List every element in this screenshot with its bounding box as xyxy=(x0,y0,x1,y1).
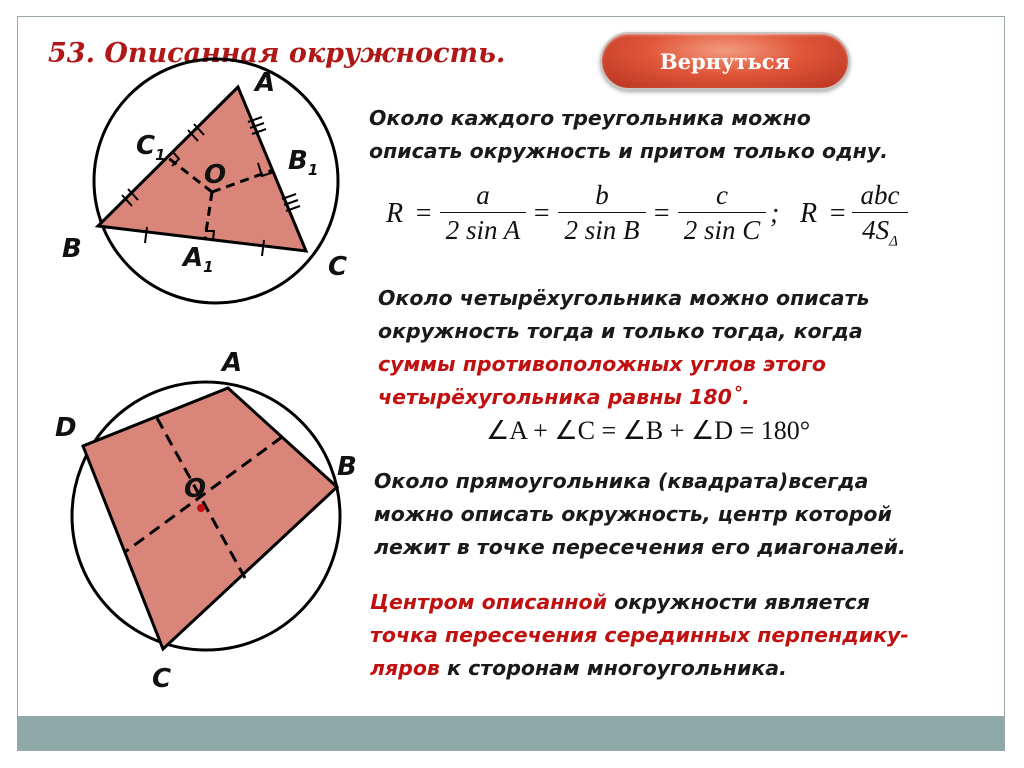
triangle-text-line1: Около каждого треугольника можно xyxy=(369,106,811,130)
quad-center-point xyxy=(197,504,205,512)
rect-text-line1: Около прямоугольника (квадрата)всегда xyxy=(374,469,869,493)
rect-text-line2: можно описать окружность, центр которой xyxy=(374,502,892,526)
triangle-abc xyxy=(98,87,306,251)
back-button[interactable]: Вернуться xyxy=(600,32,850,90)
quad-label-o: O xyxy=(184,474,207,504)
formula-semicolon: ; xyxy=(770,198,780,229)
formula-eq-1: = xyxy=(414,198,433,229)
quad-label-d: D xyxy=(55,413,77,443)
label-a1: $A_1$ xyxy=(183,243,214,277)
formula-frac-abc: abc $4S_\Delta$ xyxy=(852,180,908,245)
center-text-line3: ляров к сторонам многоугольника. xyxy=(370,656,787,680)
quad-text-line1: Около четырёхугольника можно описать xyxy=(378,286,870,310)
page-title: 53. Описанная окружность. xyxy=(48,38,506,69)
label-a: A xyxy=(255,68,276,98)
rect-text-line3: лежит в точке пересечения его диагоналей. xyxy=(374,535,906,559)
label-c1: $C_1$ xyxy=(136,131,166,165)
quad-text-line3: суммы противоположных углов этого xyxy=(378,352,826,376)
quad-text-line2: окружность тогда и только тогда, когда xyxy=(378,319,863,343)
center-text-line1: Центром описанной окружности является xyxy=(370,590,870,614)
formula-r-1: R xyxy=(386,198,404,229)
quad-label-b: B xyxy=(337,452,357,482)
formula-frac-a: a 2 sin A xyxy=(440,180,526,245)
formula-eq-4: = xyxy=(828,198,847,229)
formula-frac-c: c 2 sin C xyxy=(678,180,766,245)
label-o: O xyxy=(204,160,227,190)
quadrilateral-abcd xyxy=(83,388,337,649)
formula-eq-2: = xyxy=(532,198,551,229)
label-b: B xyxy=(62,234,82,264)
quad-label-c: C xyxy=(152,664,172,694)
quad-text-line4: четырёхугольника равны 180˚. xyxy=(378,385,750,409)
angle-formula: ∠A + ∠C = ∠B + ∠D = 180° xyxy=(486,416,811,445)
formula-eq-3: = xyxy=(652,198,671,229)
triangle-text-line2: описать окружность и притом только одну. xyxy=(369,139,888,163)
formula-r-2: R xyxy=(800,198,818,229)
center-text-line2: точка пересечения серединных перпендику- xyxy=(370,623,909,647)
formula-frac-b: b 2 sin B xyxy=(558,180,646,245)
label-b1: $B_1$ xyxy=(288,146,319,180)
label-c: C xyxy=(328,252,348,282)
quad-label-a: A xyxy=(222,348,243,378)
